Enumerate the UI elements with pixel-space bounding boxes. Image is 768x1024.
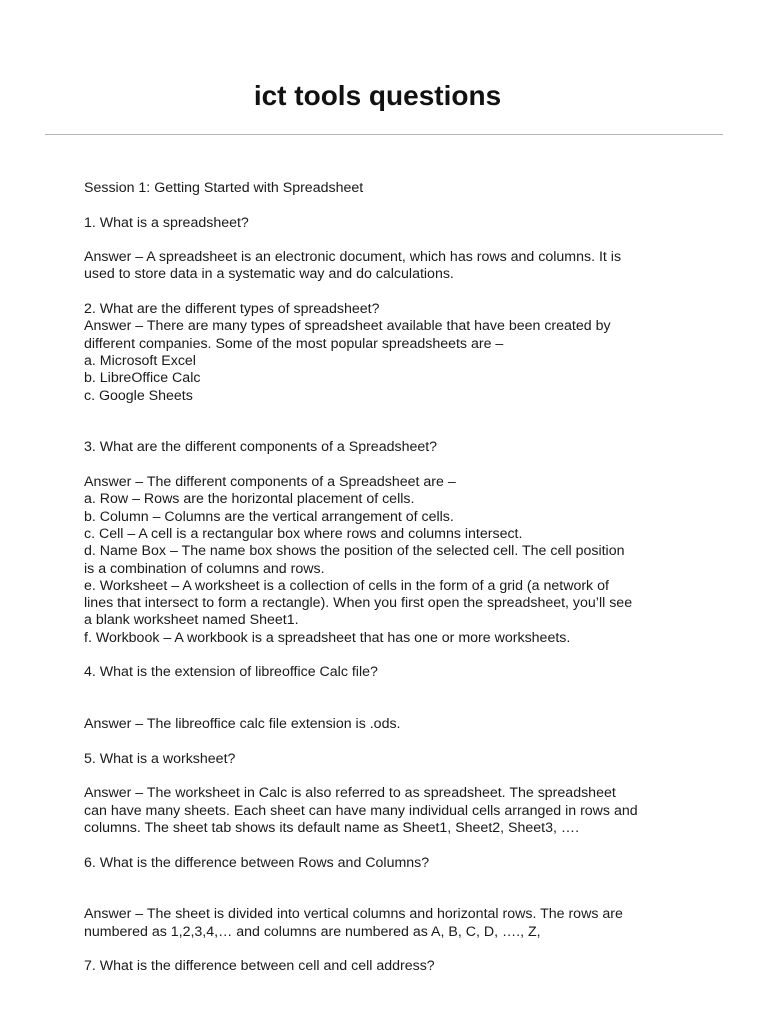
session-heading: Session 1: Getting Started with Spreadsheet — [84, 180, 364, 196]
answer-2-line: b. LibreOffice Calc — [84, 370, 201, 387]
answer-3-line: Answer – The different components of a Spreadsheet are – — [84, 474, 456, 491]
answer-5-line: can have many sheets. Each sheet can have many individual cells arranged in rows and — [84, 802, 638, 819]
answer-3-line: e. Worksheet – A worksheet is a collection of cells in the form of a grid (a network of — [84, 577, 609, 594]
answer-3-line: b. Column – Columns are the vertical arrangement of cells. — [84, 508, 454, 525]
question-5: 5. What is a worksheet? — [84, 750, 236, 767]
answer-2-line: c. Google Sheets — [84, 387, 193, 404]
answer-3-line: c. Cell – A cell is a rectangular box where rows and columns intersect. — [84, 525, 523, 542]
answer-2-line: different companies. Some of the most popular spreadsheets are – — [84, 335, 504, 352]
answer-4-line: Answer – The libreoffice calc file extension is .ods. — [84, 716, 401, 733]
answer-1-line: Answer – A spreadsheet is an electronic document, which has rows and columns. It is — [84, 249, 622, 266]
answer-3-line: is a combination of columns and rows. — [84, 560, 325, 577]
question-3: 3. What are the different components of a Spreadsheet? — [84, 439, 438, 456]
question-4: 4. What is the extension of libreoffice Calc file? — [84, 664, 378, 681]
title-divider — [45, 134, 723, 135]
document-body — [84, 180, 694, 976]
answer-3-line: lines that intersect to form a rectangle). When you first open the spreadsheet, you’ll see — [84, 595, 633, 612]
answer-3-line: d. Name Box – The name box shows the position of the selected cell. The cell position — [84, 543, 625, 560]
answer-2-line: a. Microsoft Excel — [84, 352, 196, 369]
question-1: 1. What is a spreadsheet? — [84, 214, 249, 231]
answer-6-line: numbered as 1,2,3,4,… and columns are numbered as A, B, C, D, …., Z, — [84, 923, 541, 940]
answer-3-line: f. Workbook – A workbook is a spreadsheet that has one or more worksheets. — [84, 629, 571, 646]
answer-6-line: Answer – The sheet is divided into vertical columns and horizontal rows. The rows are — [84, 906, 623, 923]
document-title: ict tools questions — [253, 80, 502, 111]
question-6: 6. What is the difference between Rows and Columns? — [84, 854, 430, 871]
answer-3-line: a blank worksheet named Sheet1. — [84, 612, 299, 629]
question-2: 2. What are the different types of spreadsheet? — [84, 301, 380, 318]
answer-5-line: Answer – The worksheet in Calc is also referred to as spreadsheet. The spreadsheet — [84, 785, 616, 802]
answer-5-line: columns. The sheet tab shows its default name as Sheet1, Sheet2, Sheet3, …. — [84, 819, 580, 836]
answer-2-line: Answer – There are many types of spreadsheet available that have been created by — [84, 318, 611, 335]
question-7: 7. What is the difference between cell and cell address? — [84, 958, 435, 975]
answer-1-line: used to store data in a systematic way and do calculations. — [84, 266, 454, 283]
answer-3-line: a. Row – Rows are the horizontal placement of cells. — [84, 491, 415, 508]
